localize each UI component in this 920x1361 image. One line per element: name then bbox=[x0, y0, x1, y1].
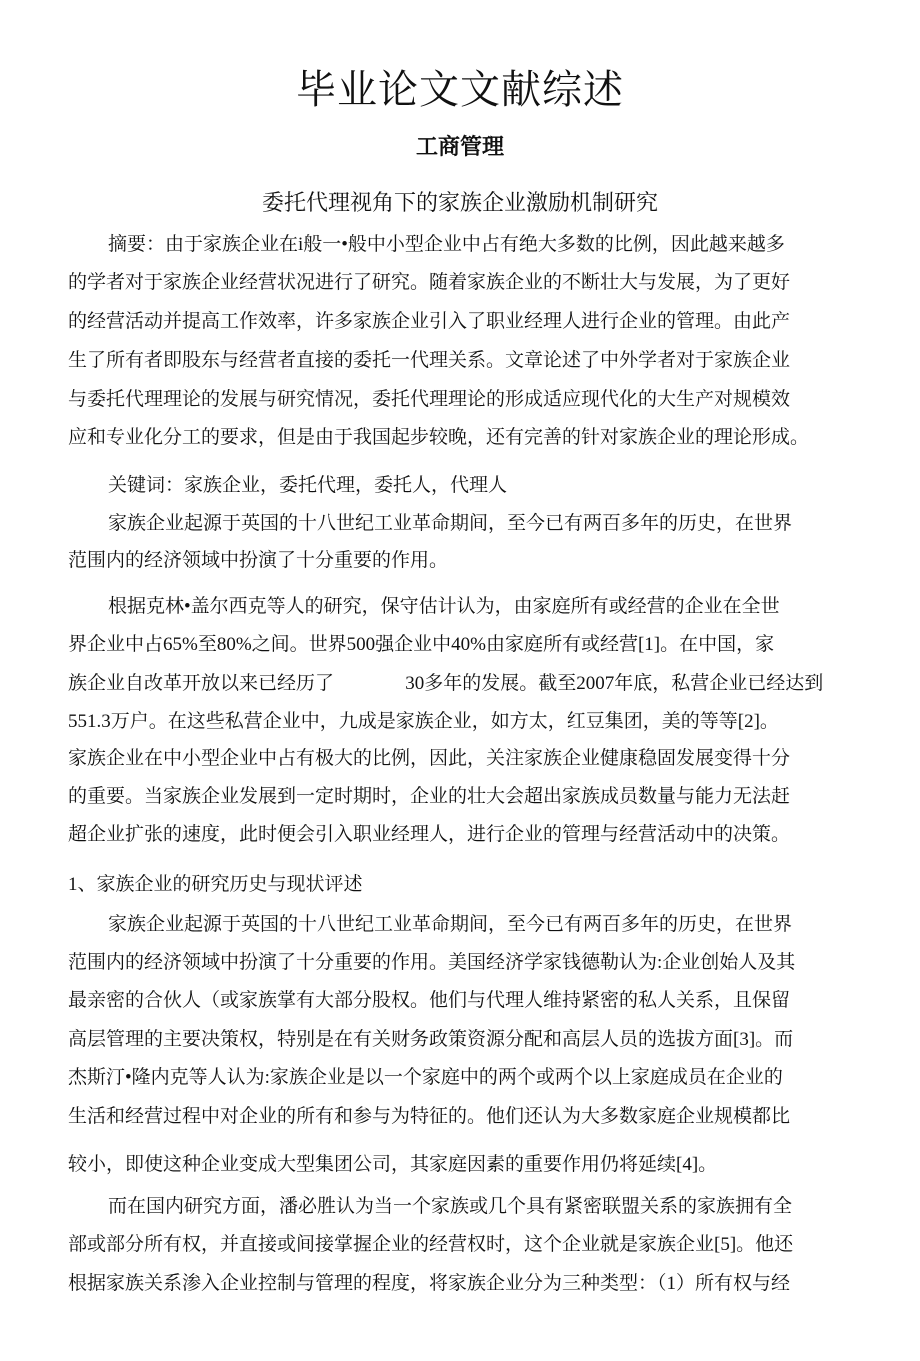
text-line: 高层管理的主要决策权，特别是在有关财务政策资源分配和高层人员的选拔方面[3]。而 bbox=[68, 1029, 794, 1050]
text-line: 家族企业起源于英国的十八世纪工业革命期间，至今已有两百多年的历史，在世界 bbox=[108, 914, 793, 935]
text-line: 生了所有者即股东与经营者直接的委托一代理关系。文章论述了中外学者对于家族企业 bbox=[68, 350, 791, 371]
major-heading: 工商管理 bbox=[415, 134, 504, 159]
text-line: 摘要：由于家族企业在i般一•般中小型企业中占有绝大多数的比例，因此越来越多 bbox=[108, 234, 785, 255]
text-line: 界企业中占65%至80%之间。世界500强企业中40%由家庭所有或经营[1]。在中国，家 bbox=[68, 634, 775, 655]
text-line: 生活和经营过程中对企业的所有和参与为特征的。他们还认为大多数家庭企业规模都比 bbox=[68, 1106, 791, 1127]
text-line: 范围内的经济领域中扮演了十分重要的作用。美国经济学家钱德勒认为:企业创始人及其 bbox=[68, 952, 796, 973]
text-line: 与委托代理理论的发展与研究情况，委托代理理论的形成适应现代化的大生产对规模效 bbox=[68, 389, 791, 410]
text-line: 而在国内研究方面，潘必胜认为当一个家族或几个具有紧密联盟关系的家族拥有全 bbox=[108, 1196, 793, 1217]
text-line: 的重要。当家族企业发展到一定时期时，企业的壮大会超出家族成员数量与能力无法赶 bbox=[68, 786, 791, 807]
text-line: 关键词：家族企业，委托代理，委托人，代理人 bbox=[108, 475, 508, 496]
text-line: 1、家族企业的研究历史与现状评述 bbox=[68, 874, 363, 895]
text-line: 部或部分所有权，并直接或间接掌握企业的经营权时，这个企业就是家族企业[5]。他还 bbox=[68, 1234, 794, 1255]
text-line: 杰斯汀•隆内克等人认为:家族企业是以一个家庭中的两个或两个以上家庭成员在企业的 bbox=[68, 1067, 783, 1088]
text-line: 族企业自改革开放以来已经历了 30多年的发展。截至2007年底，私营企业已经达到 bbox=[68, 673, 824, 694]
text-line: 最亲密的合伙人（或家族掌有大部分股权。他们与代理人维持紧密的私人关系，且保留 bbox=[68, 990, 791, 1011]
text-line: 的经营活动并提高工作效率，许多家族企业引入了职业经理人进行企业的管理。由此产 bbox=[68, 311, 791, 332]
text-line: 的学者对于家族企业经营状况进行了研究。随着家族企业的不断壮大与发展，为了更好 bbox=[68, 272, 791, 293]
document-title: 毕业论文文献综述 bbox=[296, 67, 624, 112]
text-line: 较小，即使这种企业变成大型集团公司，其家庭因素的重要作用仍将延续[4]。 bbox=[68, 1154, 718, 1175]
text-line: 根据家族关系渗入企业控制与管理的程度，将家族企业分为三种类型：（1）所有权与经 bbox=[68, 1273, 791, 1294]
text-line: 超企业扩张的速度，此时便会引入职业经理人，进行企业的管理与经营活动中的决策。 bbox=[68, 824, 791, 845]
text-line: 家族企业在中小型企业中占有极大的比例，因此，关注家族企业健康稳固发展变得十分 bbox=[68, 748, 791, 769]
text-line: 551.3万户。在这些私营企业中，九成是家族企业，如方太，红豆集团，美的等等[2]。 bbox=[68, 711, 779, 732]
text-line: 家族企业起源于英国的十八世纪工业革命期间，至今已有两百多年的历史，在世界 bbox=[108, 513, 793, 534]
text-line: 应和专业化分工的要求，但是由于我国起步较晚，还有完善的针对家族企业的理论形成。 bbox=[68, 427, 810, 448]
text-line: 范围内的经济领域中扮演了十分重要的作用。 bbox=[68, 550, 449, 571]
text-line: 根据克林•盖尔西克等人的研究，保守估计认为，由家庭所有或经营的企业在全世 bbox=[108, 596, 780, 617]
thesis-subtitle: 委托代理视角下的家族企业激励机制研究 bbox=[261, 190, 658, 215]
